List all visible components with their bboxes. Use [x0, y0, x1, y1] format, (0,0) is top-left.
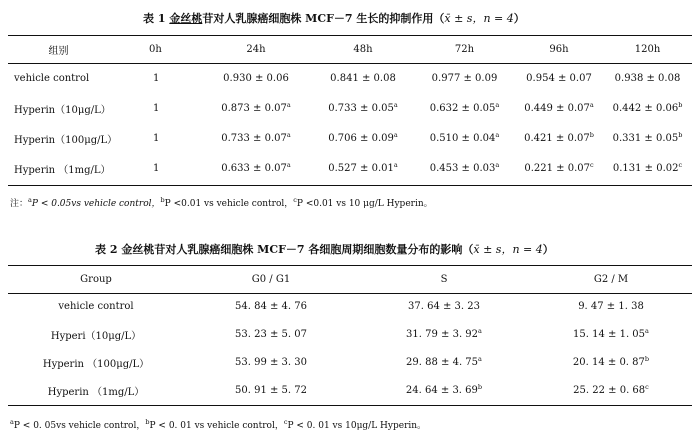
table2-title	[95, 241, 554, 257]
table1-significance-mark: a	[393, 161, 398, 170]
table1-note-text-a: P < 0.05vs vehicle control，	[31, 199, 161, 209]
table1-cell	[414, 154, 515, 184]
table1-title-underlined: 金丝桃	[169, 12, 203, 25]
table2-cell-value: 29. 88 ± 4. 75	[406, 356, 479, 368]
table1-title-close: ）	[513, 12, 525, 25]
table1-note-lead: 注：	[10, 199, 29, 209]
table1-header-row	[8, 36, 692, 63]
table1-row	[8, 93, 692, 123]
table2-note-text-a: P < 0. 05vs vehicle control，	[13, 421, 146, 431]
table2-cell-value: Hyperin （1mg/L）	[47, 386, 145, 398]
table1-cell	[312, 124, 414, 154]
table1-significance-mark: c	[590, 161, 594, 170]
table1-cell-value: 0.733 ± 0.05	[328, 102, 394, 114]
table1-cell	[414, 63, 515, 93]
table1-cell	[603, 124, 692, 154]
table1-cell	[109, 63, 200, 93]
table1-cell-value: 0.930 ± 0.06	[223, 72, 289, 84]
table2-cell	[184, 376, 358, 404]
table1-cell	[312, 154, 414, 184]
table1-cell-value: 0.449 ± 0.07	[524, 102, 590, 114]
table1-cell	[109, 124, 200, 154]
table2-row	[8, 376, 692, 404]
table1-cell	[515, 63, 603, 93]
table1-significance-mark: a	[286, 131, 291, 140]
table1-significance-mark: b	[589, 131, 594, 140]
table2-note-mark-c: c	[283, 418, 288, 426]
table1-cell-value: 0.527 ± 0.01	[328, 163, 394, 175]
table1-cell-value: 0.632 ± 0.05	[429, 102, 496, 114]
table1-cell-value: Hyperin （1mg/L）	[14, 165, 111, 177]
table2-cell-value: Hyperin （100μg/L）	[42, 358, 150, 370]
table2-title-close: ）	[542, 243, 554, 256]
table2-cell	[358, 321, 530, 349]
table2-cell	[184, 293, 358, 321]
table2-row	[8, 321, 692, 349]
table2-cell	[530, 321, 692, 349]
table1-cell-value: 0.442 ± 0.06	[612, 102, 679, 114]
table2-cell	[8, 376, 184, 404]
table1-significance-mark: a	[589, 100, 594, 109]
table2-cell-value: 53. 99 ± 3. 30	[235, 356, 307, 368]
table1-cell-value: 0.131 ± 0.02	[612, 163, 679, 175]
table2-title-main: 金丝桃苷对人乳腺癌细胞株 MCF－7 各细胞周期细胞数量分布的影响（	[121, 243, 474, 256]
table1-cell	[109, 154, 200, 184]
table2-cell	[530, 376, 692, 404]
table1-cell-value: 0.841 ± 0.08	[330, 72, 396, 84]
table2-cell	[530, 293, 692, 321]
table2-title-prefix: 表 2	[95, 243, 122, 256]
table2-cell-value: 37. 64 ± 3. 23	[408, 301, 480, 313]
table1-title-prefix: 表 1	[143, 12, 170, 25]
table1-cell	[200, 124, 312, 154]
table1-header-group: 组别	[48, 46, 69, 57]
table2-cell-value: vehicle control	[58, 301, 134, 313]
table2-row	[8, 293, 692, 321]
table1-cell	[8, 124, 118, 154]
table1-title-stat: x̄ ± s，n = 4	[444, 12, 514, 25]
table2-cell	[184, 349, 358, 377]
table1-cell-value: 0.706 ± 0.09	[328, 133, 394, 145]
table1-cell	[8, 154, 109, 184]
table1-significance-mark: a	[393, 100, 398, 109]
table1-cell-value: 1	[153, 133, 160, 145]
table1-cell	[312, 63, 414, 93]
table1-cell-value: 0.733 ± 0.07	[221, 133, 287, 145]
table1-row	[8, 124, 692, 154]
table2-footnote	[10, 418, 426, 431]
table1-title	[143, 10, 525, 26]
table1-cell-value: 0.510 ± 0.04	[429, 133, 496, 145]
table2-cell	[8, 321, 184, 349]
table1-cell-value: vehicle control	[14, 72, 90, 84]
table2-note-mark-a: a	[10, 418, 14, 426]
table1-significance-mark: b	[678, 100, 683, 109]
table2	[8, 266, 692, 404]
table1-note-text-c: P <0.01 vs 10 μg/L Hyperin。	[296, 199, 433, 209]
table1-cell	[603, 154, 692, 184]
table2-title-stat: x̄ ± s，n = 4	[473, 243, 543, 256]
table1-cell	[200, 93, 312, 123]
table2-significance-mark: a	[645, 327, 649, 336]
table2-cell-value: 31. 79 ± 3. 92	[406, 329, 479, 341]
table1-significance-mark: c	[678, 161, 683, 170]
table1-cell	[414, 93, 515, 123]
table1-note-text-b: P <0.01 vs vehicle control，	[164, 199, 294, 209]
table2-cell	[8, 293, 184, 321]
table1-cell	[515, 93, 603, 123]
table2-cell-value: 20. 14 ± 0. 87	[572, 356, 645, 368]
table1-cell-value: 0.421 ± 0.07	[524, 133, 590, 145]
table2-significance-mark: b	[477, 382, 483, 391]
table1-header-96h: 96h	[549, 44, 569, 55]
table1-bottom-rule	[8, 185, 692, 186]
table1-cell	[200, 154, 312, 184]
table1-cell	[603, 63, 692, 93]
table1-cell-value: 1	[153, 102, 160, 114]
table1-header-0h: 0h	[149, 44, 162, 55]
table2-cell	[184, 321, 358, 349]
table1-cell-value: Hyperin（10μg/L）	[14, 104, 111, 116]
table2-cell	[358, 376, 530, 404]
table2-significance-mark: a	[478, 354, 482, 363]
table2-cell-value: 24. 64 ± 3. 69	[405, 384, 478, 396]
table1-cell	[603, 93, 692, 123]
table1-cell	[515, 154, 603, 184]
table1-cell	[200, 63, 312, 93]
table2-cell	[358, 293, 530, 321]
table1-significance-mark: a	[286, 100, 291, 109]
table1-cell-value: 1	[153, 72, 160, 84]
table2-note-text-b: P < 0. 01 vs vehicle control，	[149, 421, 284, 431]
table2-cell	[358, 349, 530, 377]
table1-cell	[515, 124, 603, 154]
table1-header-72h: 72h	[454, 44, 475, 55]
table2-header-g0g1: G0 / G1	[251, 274, 291, 285]
table1-cell-value: 0.938 ± 0.08	[614, 72, 681, 84]
table2-header-g2m: G2 / M	[593, 274, 629, 285]
table2-cell	[8, 349, 184, 377]
table1	[8, 36, 692, 184]
table1-significance-mark: a	[393, 131, 398, 140]
table1-note-mark-b: b	[160, 196, 165, 204]
table1-title-rest: 苷对人乳腺癌细胞株 MCF－7 生长的抑制作用（	[202, 12, 445, 25]
table1-cell-value: 0.954 ± 0.07	[526, 72, 592, 84]
table1-footnote	[10, 196, 433, 209]
table1-cell	[312, 93, 414, 123]
table2-significance-mark: b	[644, 354, 650, 363]
table1-row	[8, 63, 692, 93]
table1-significance-mark: a	[286, 161, 291, 170]
table1-cell-value: 0.453 ± 0.03	[429, 163, 496, 175]
table2-cell-value: 25. 22 ± 0. 68	[573, 384, 646, 396]
table1-cell-value: Hyperin（100μg/L）	[14, 135, 118, 147]
table1-header-48h: 48h	[353, 44, 373, 55]
table1-cell-value: 0.331 ± 0.05	[612, 133, 679, 145]
table2-cell-value: Hyperi（10μg/L）	[50, 331, 142, 343]
table1-row	[8, 154, 692, 184]
table2-header-row	[8, 266, 692, 293]
table1-cell-value: 1	[153, 163, 160, 175]
table1-header-120h: 120h	[634, 44, 661, 55]
table1-cell-value: 0.221 ± 0.07	[524, 163, 590, 175]
table2-cell-value: 53. 23 ± 5. 07	[235, 329, 307, 341]
table1-note-mark-c: c	[293, 196, 297, 204]
table2-cell-value: 54. 84 ± 4. 76	[235, 301, 307, 313]
table2-significance-mark: a	[478, 327, 482, 336]
table1-cell	[8, 63, 109, 93]
table2-row	[8, 349, 692, 377]
table1-cell	[8, 93, 109, 123]
table2-cell-value: 9. 47 ± 1. 38	[578, 301, 644, 313]
table2-significance-mark: c	[645, 382, 649, 391]
table1-cell	[414, 124, 515, 154]
table2-note-mark-b: b	[145, 418, 150, 426]
table2-cell-value: 50. 91 ± 5. 72	[235, 384, 307, 396]
table1-cell	[109, 93, 200, 123]
table1-cell-value: 0.633 ± 0.07	[221, 163, 287, 175]
table2-cell	[530, 349, 692, 377]
table2-note-text-c: P < 0. 01 vs 10μg/L Hyperin。	[287, 421, 427, 431]
table1-significance-mark: a	[495, 161, 500, 170]
table2-bottom-rule	[8, 405, 692, 406]
table1-significance-mark: a	[495, 131, 500, 140]
table2-header-group: Group	[80, 274, 112, 285]
table1-significance-mark: a	[495, 100, 500, 109]
table2-cell-value: 15. 14 ± 1. 05	[573, 329, 646, 341]
table2-header-s: S	[440, 274, 448, 285]
table1-significance-mark: b	[678, 131, 683, 140]
table1-note-mark-a: a	[28, 196, 32, 204]
table1-cell-value: 0.977 ± 0.09	[431, 72, 498, 84]
table1-cell-value: 0.873 ± 0.07	[221, 102, 287, 114]
table1-header-24h: 24h	[246, 44, 266, 55]
